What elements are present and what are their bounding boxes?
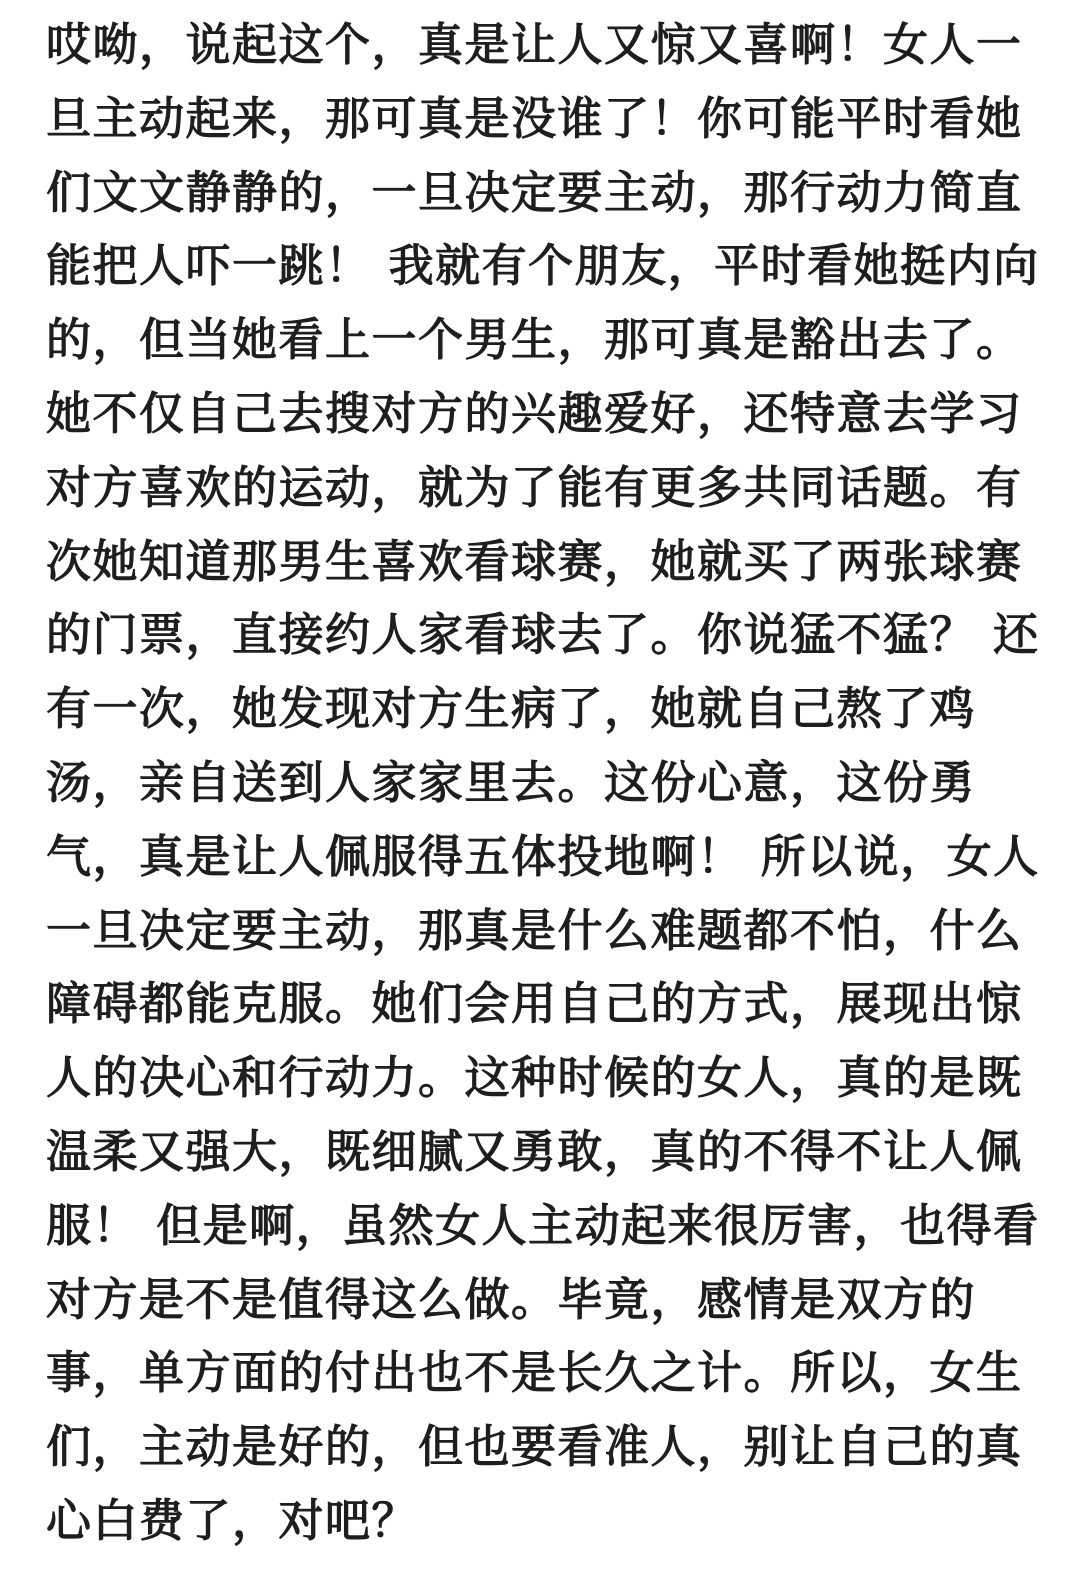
text-line: 有一次，她发现对方生病了，她就自己熬了鸡 (46, 682, 977, 736)
text-line: 对方是不是值得这么做。毕竟，感情是双方的 (46, 1272, 977, 1326)
text-line: 服！ 但是啊，虽然女人主动起来很厉害，也得看 (46, 1198, 1040, 1252)
text-line: 们文文静静的，一旦决定要主动，那行动力简直 (46, 165, 1023, 219)
text-line: 事，单方面的付出也不是长久之计。所以，女生 (46, 1346, 1023, 1400)
text-line: 她不仅自己去搜对方的兴趣爱好，还特意去学习 (46, 386, 1023, 440)
text-line: 旦主动起来，那可真是没谁了！你可能平时看她 (46, 91, 1023, 145)
text-line: 温柔又强大，既细腻又勇敢，真的不得不让人佩 (46, 1124, 1023, 1178)
text-line: 能把人吓一跳！ 我就有个朋友，平时看她挺内向 (46, 239, 1040, 293)
text-line: 心白费了，对吧？ (46, 1493, 419, 1547)
text-line: 对方喜欢的运动，就为了能有更多共同话题。有 (46, 460, 1023, 514)
text-line: 汤，亲自送到人家家里去。这份心意，这份勇 (46, 755, 977, 809)
text-line: 的门票，直接约人家看球去了。你说猛不猛？ 还 (46, 608, 1040, 662)
text-line: 一旦决定要主动，那真是什么难题都不怕，什么 (46, 903, 1023, 957)
text-line: 人的决心和行动力。这种时候的女人，真的是既 (46, 1051, 1023, 1105)
text-line: 哎呦，说起这个，真是让人又惊又喜啊！女人一 (46, 18, 1023, 71)
text-line: 们，主动是好的，但也要看准人，别让自己的真 (46, 1420, 1023, 1474)
text-line: 障碍都能克服。她们会用自己的方式，展现出惊 (46, 977, 1023, 1031)
text-line: 气，真是让人佩服得五体投地啊！ 所以说，女人 (46, 829, 1040, 883)
text-line: 的，但当她看上一个男生，那可真是豁出去了。 (46, 313, 1023, 367)
article-text (46, 8, 1046, 1558)
text-line: 次她知道那男生喜欢看球赛，她就买了两张球赛 (46, 534, 1023, 588)
